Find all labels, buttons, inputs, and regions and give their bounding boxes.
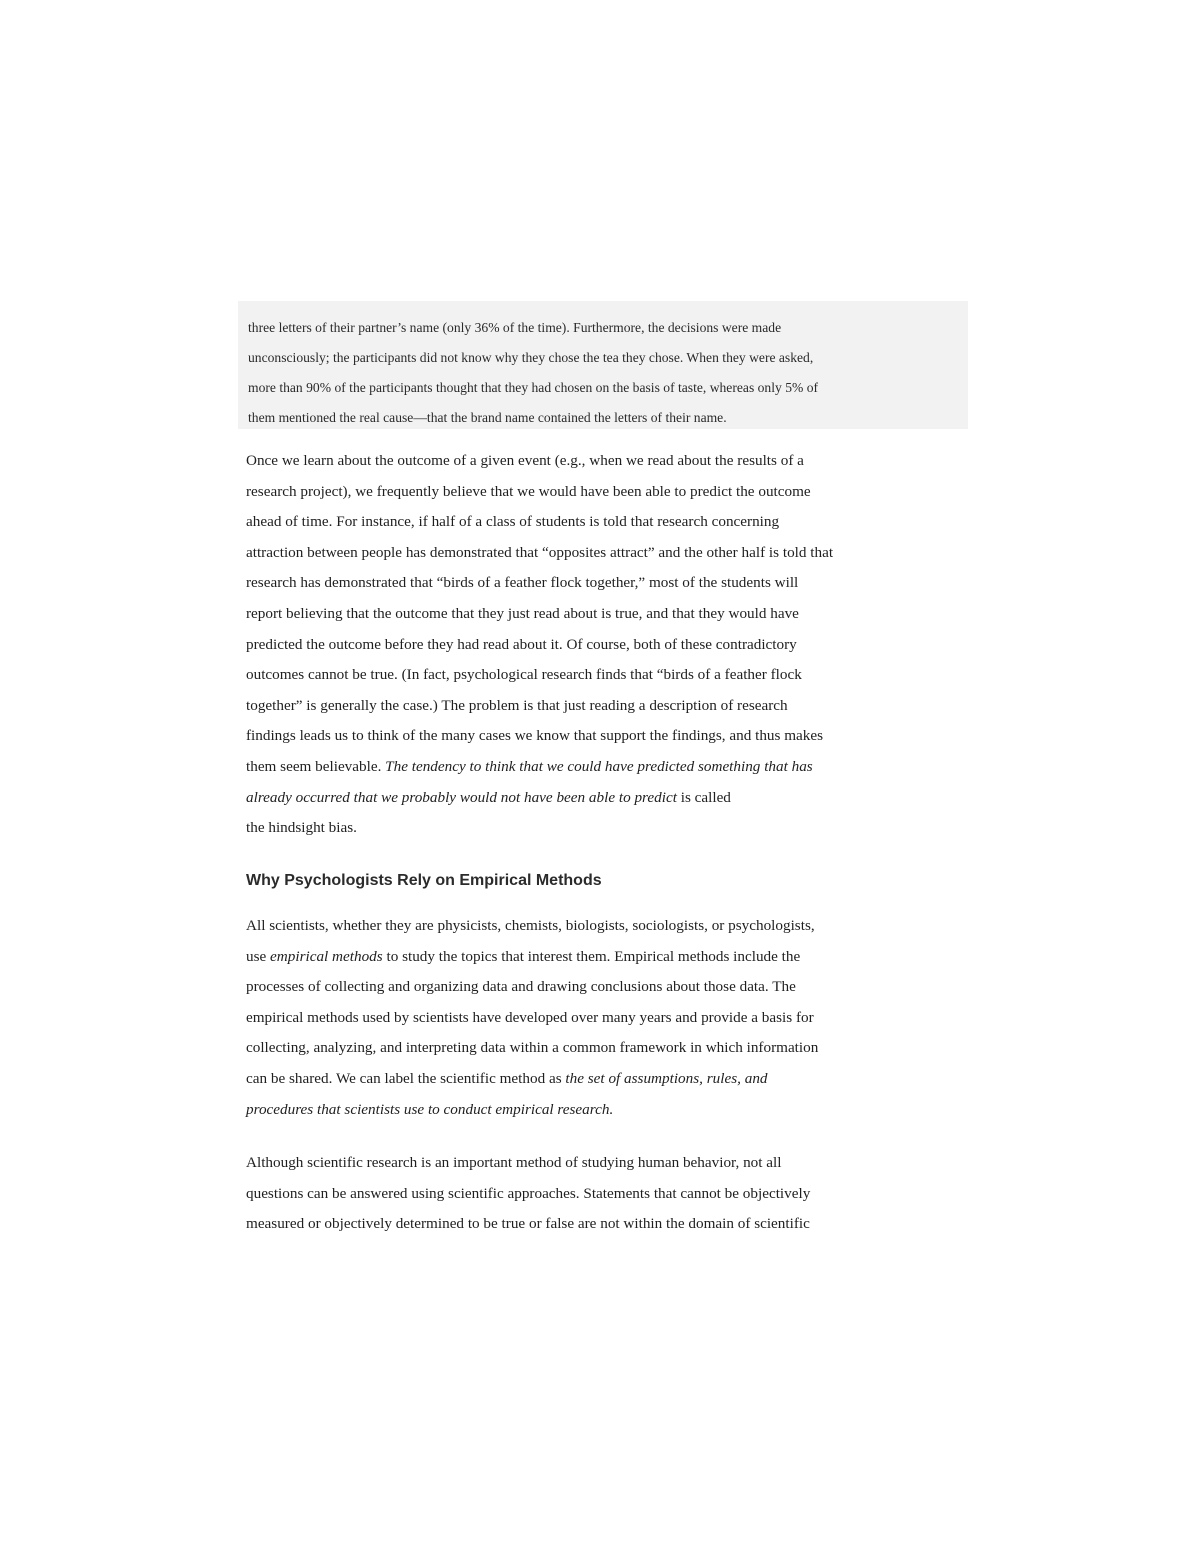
paragraph-line: All scientists, whether they are physicists, chemists, biologists, sociologists, or psychologists, — [246, 917, 815, 934]
paragraph-line — [246, 1064, 956, 1095]
paragraph-line: together” is generally the case.) The problem is that just reading a description of research — [246, 696, 788, 714]
italic-definition-text: already occurred that we probably would not have been able to predict — [246, 788, 677, 806]
paragraph-line: empirical methods used by scientists have developed over many years and provide a basis for — [246, 1008, 814, 1026]
empirical-methods-paragraph — [246, 911, 956, 1125]
paragraph-line — [246, 1095, 956, 1126]
italic-definition-text: The tendency to think that we could have predicted something that has — [385, 757, 813, 775]
section-heading: Why Psychologists Rely on Empirical Methods — [246, 872, 602, 889]
paragraph-line: collecting, analyzing, and interpreting data within a common framework in which information — [246, 1039, 819, 1057]
paragraph-line — [246, 783, 956, 814]
paragraph-line: research project), we frequently believe that we would have been able to predict the outcome — [246, 482, 811, 500]
italic-definition-text: the set of assumptions, rules, and — [565, 1069, 768, 1087]
paragraph-line: outcomes cannot be true. (In fact, psychological research finds that “birds of a feather flock — [246, 666, 802, 684]
quote-line: unconsciously; the participants did not know why they chose the tea they chose. When they were asked, — [248, 350, 814, 365]
plain-text: use — [246, 947, 271, 965]
scientific-research-limits-paragraph — [246, 1148, 956, 1240]
paragraph-line: attraction between people has demonstrated that “opposites attract” and the other half is told that — [246, 543, 834, 561]
quote-line: them mentioned the real cause—that the brand name contained the letters of their name. — [248, 410, 727, 425]
paragraph-line: report believing that the outcome that they just read about is true, and that they would have — [246, 604, 799, 622]
italic-term-text: empirical methods — [270, 947, 383, 965]
paragraph-line: predicted the outcome before they had read about it. Of course, both of these contradictory — [246, 635, 797, 653]
paragraph-line: ahead of time. For instance, if half of a class of students is told that research concerning — [246, 513, 780, 531]
paragraph-line: research has demonstrated that “birds of a feather flock together,” most of the students will — [246, 574, 799, 592]
highlighted-quote-block — [238, 301, 968, 429]
hindsight-bias-paragraph — [246, 446, 956, 844]
quote-line: more than 90% of the participants thought that they had chosen on the basis of taste, whereas only 5% of — [248, 380, 819, 395]
plain-text: them seem believable. — [246, 757, 386, 775]
paragraph-line: Once we learn about the outcome of a given event (e.g., when we read about the results of a — [246, 452, 804, 469]
paragraph-line: questions can be answered using scientific approaches. Statements that cannot be objectively — [246, 1184, 811, 1202]
italic-definition-text: procedures that scientists use to conduct empirical research. — [246, 1100, 614, 1118]
paragraph-line: the hindsight bias. — [246, 819, 357, 837]
paragraph-line — [246, 752, 956, 783]
plain-text: can be shared. We can label the scientific method as — [246, 1069, 566, 1087]
paragraph-line: findings leads us to think of the many cases we know that support the findings, and thus makes — [246, 727, 824, 745]
quote-line: three letters of their partner’s name (only 36% of the time). Furthermore, the decisions were made — [248, 320, 782, 335]
paragraph-line: measured or objectively determined to be true or false are not within the domain of scientific — [246, 1215, 810, 1233]
plain-text: is called — [676, 788, 731, 806]
paragraph-line: processes of collecting and organizing data and drawing conclusions about those data. The — [246, 978, 796, 996]
paragraph-line — [246, 942, 956, 973]
paragraph-line: Although scientific research is an important method of studying human behavior, not all — [246, 1154, 782, 1171]
plain-text: to study the topics that interest them. Empirical methods include the — [382, 947, 801, 965]
